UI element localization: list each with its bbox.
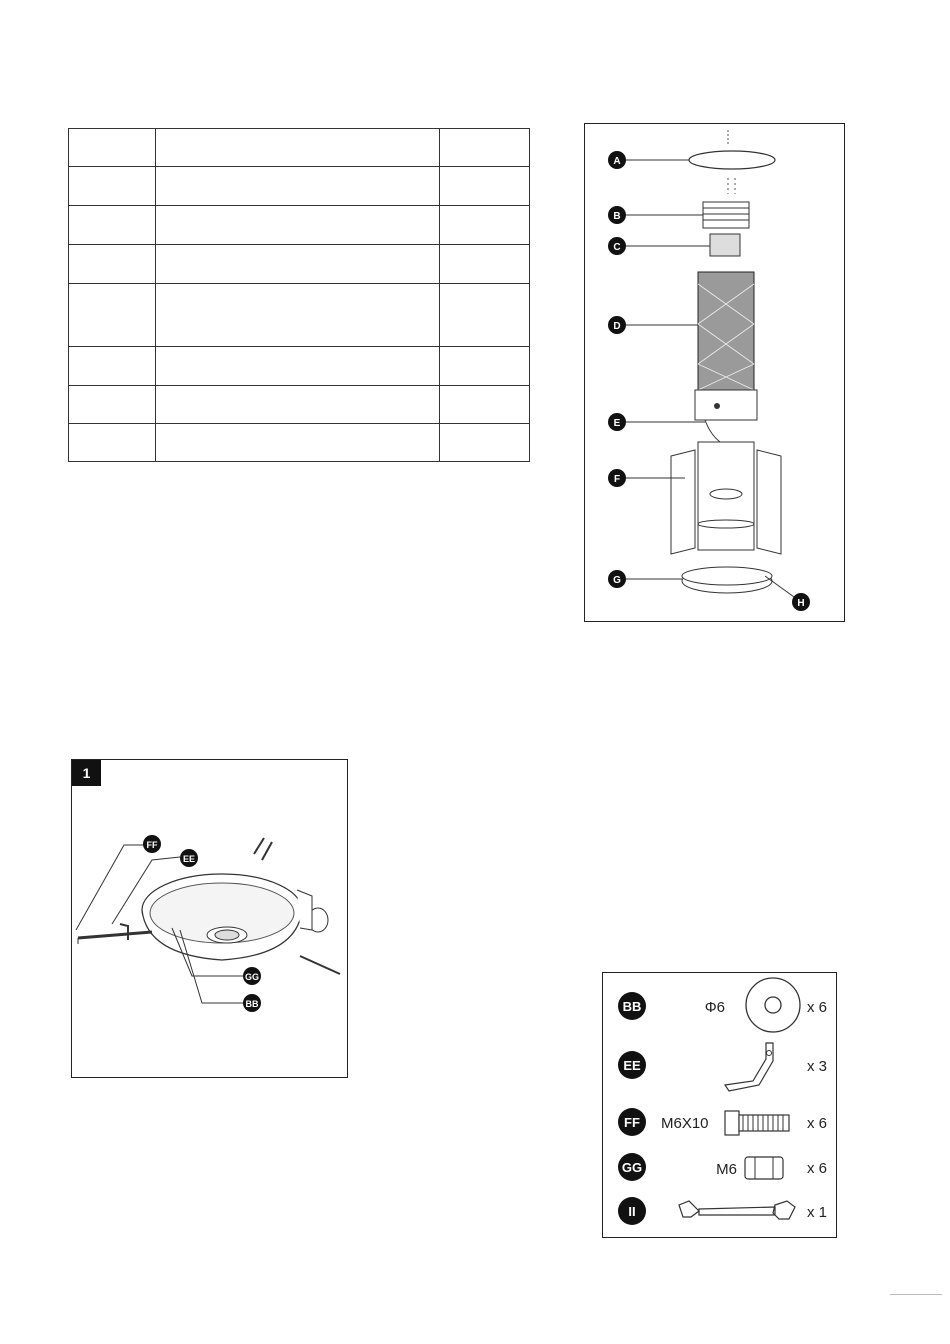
svg-text:FF: FF [146, 840, 158, 850]
label-ff [143, 835, 161, 853]
svg-text:x 6: x 6 [807, 999, 828, 1016]
hardware-panel [602, 972, 837, 1238]
svg-text:x 6: x 6 [807, 1160, 828, 1177]
exploded-view-drawing [585, 124, 844, 621]
table-row [69, 386, 530, 424]
svg-text:x 6: x 6 [807, 1115, 828, 1132]
hardware-row [618, 1043, 827, 1091]
label-h [792, 593, 810, 611]
table-row [69, 129, 530, 167]
label-bb [243, 994, 261, 1012]
svg-text:A: A [613, 156, 621, 167]
wrench-icon [679, 1201, 795, 1219]
svg-text:BB: BB [245, 999, 259, 1009]
svg-text:EE: EE [623, 1058, 641, 1073]
svg-text:M6: M6 [716, 1161, 737, 1178]
svg-text:D: D [613, 321, 621, 332]
svg-text:G: G [613, 575, 621, 586]
part-a-cap [689, 151, 775, 169]
washer-icon [746, 978, 800, 1032]
step-number: 1 [72, 760, 101, 786]
exploded-view-panel [584, 123, 845, 622]
svg-text:M6X10: M6X10 [661, 1115, 709, 1132]
parts-table [68, 128, 530, 462]
label-c [608, 237, 626, 255]
part-b-reflector [703, 202, 749, 228]
svg-text:II: II [628, 1204, 636, 1219]
bolt-icon [725, 1111, 789, 1135]
hardware-row [618, 1108, 827, 1136]
hardware-row [618, 1153, 827, 1181]
bracket-icon [725, 1043, 773, 1091]
step-1-drawing [72, 760, 347, 1077]
svg-text:B: B [613, 211, 621, 222]
nut-icon [745, 1157, 783, 1179]
table-row [69, 206, 530, 245]
table-row [69, 167, 530, 206]
label-g [608, 570, 626, 588]
table-row [69, 424, 530, 462]
svg-text:C: C [613, 242, 621, 253]
hardware-drawing [603, 973, 836, 1237]
label-gg [243, 967, 261, 985]
svg-text:x 1: x 1 [807, 1204, 828, 1221]
svg-text:x 3: x 3 [807, 1058, 828, 1075]
svg-text:Φ6: Φ6 [704, 999, 725, 1016]
svg-text:E: E [613, 418, 621, 429]
svg-text:H: H [797, 598, 805, 609]
label-d [608, 316, 626, 334]
svg-text:GG: GG [621, 1160, 643, 1175]
part-c-emitter [710, 234, 740, 256]
label-b [608, 206, 626, 224]
svg-text:F: F [613, 474, 621, 485]
svg-text:GG: GG [244, 972, 260, 982]
label-e [608, 413, 626, 431]
page-rule [890, 1294, 942, 1295]
label-f [608, 469, 626, 487]
hardware-row [618, 978, 827, 1032]
step-1-panel [71, 759, 348, 1078]
table-row [69, 245, 530, 284]
svg-text:EE: EE [182, 854, 196, 864]
svg-text:FF: FF [624, 1115, 640, 1130]
svg-text:BB: BB [622, 999, 642, 1014]
table-row [69, 284, 530, 347]
table-row [69, 347, 530, 386]
label-a [608, 151, 626, 169]
hardware-row [618, 1197, 827, 1225]
label-ee [180, 849, 198, 867]
